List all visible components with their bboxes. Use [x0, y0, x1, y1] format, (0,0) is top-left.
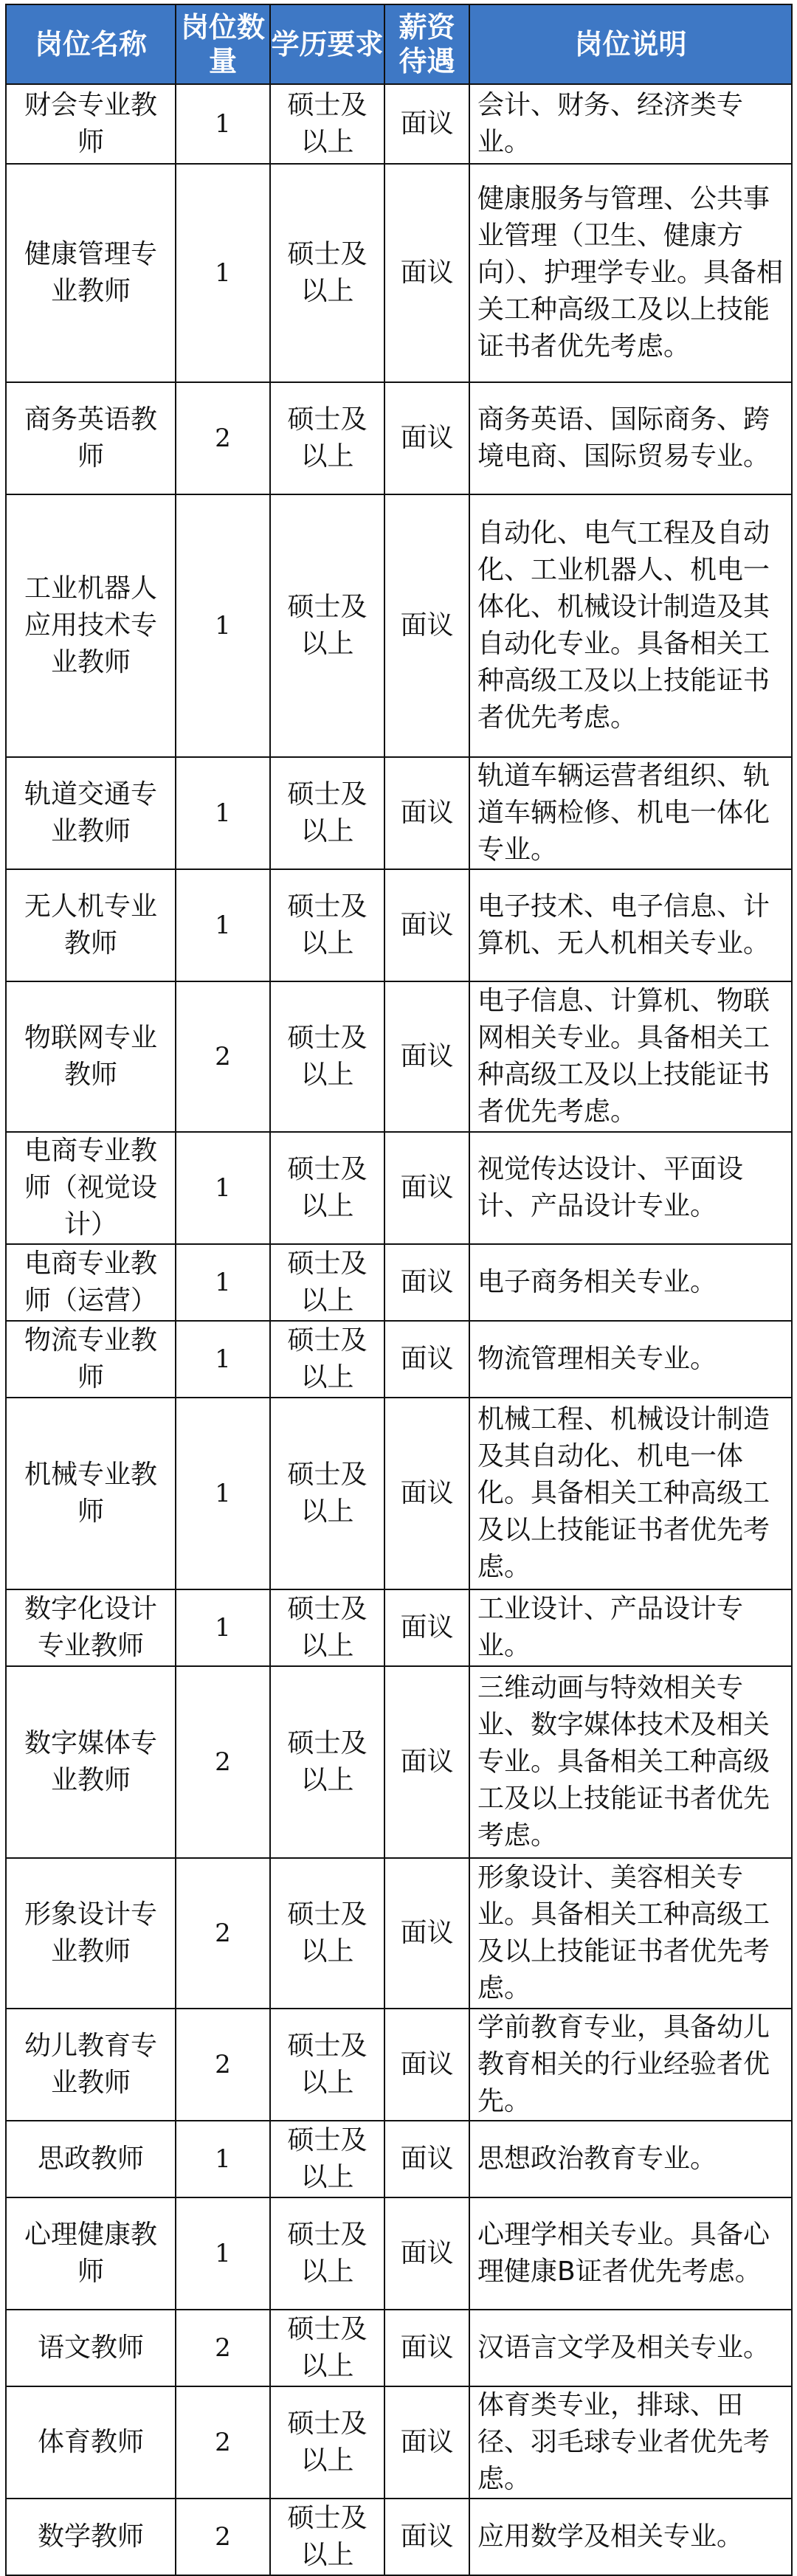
position-name-cell: 机械专业教师	[6, 1398, 176, 1589]
position-name-cell: 电商专业教师（运营）	[6, 1244, 176, 1321]
education-cell: 硕士及以上	[270, 1589, 384, 1666]
position-count-cell: 1	[176, 494, 270, 757]
description-cell: 体育类专业，排球、田径、羽毛球专业者优先考虑。	[469, 2386, 792, 2499]
education-cell: 硕士及以上	[270, 869, 384, 981]
header-description: 岗位说明	[469, 4, 792, 84]
education-cell: 硕士及以上	[270, 2009, 384, 2121]
position-name-cell: 电商专业教师（视觉设计）	[6, 1132, 176, 1244]
education-cell: 硕士及以上	[270, 2121, 384, 2197]
position-count-cell: 2	[176, 981, 270, 1132]
table-row	[6, 869, 792, 981]
salary-cell: 面议	[384, 2386, 469, 2499]
description-cell: 应用数学及相关专业。	[469, 2499, 792, 2575]
description-cell: 思想政治教育专业。	[469, 2121, 792, 2197]
position-name-cell: 形象设计专业教师	[6, 1858, 176, 2009]
position-name-cell: 商务英语教师	[6, 382, 176, 494]
education-cell: 硕士及以上	[270, 164, 384, 382]
table-row	[6, 84, 792, 164]
position-name-cell: 思政教师	[6, 2121, 176, 2197]
salary-cell: 面议	[384, 2310, 469, 2386]
table-row	[6, 1398, 792, 1589]
position-name-cell: 工业机器人应用技术专业教师	[6, 494, 176, 757]
position-name-cell: 物联网专业教师	[6, 981, 176, 1132]
job-positions-table	[5, 4, 793, 2576]
description-cell: 视觉传达设计、平面设计、产品设计专业。	[469, 1132, 792, 1244]
table-row	[6, 2499, 792, 2575]
description-cell: 电子技术、电子信息、计算机、无人机相关专业。	[469, 869, 792, 981]
table-row	[6, 981, 792, 1132]
table-row	[6, 2310, 792, 2386]
education-cell: 硕士及以上	[270, 1244, 384, 1321]
description-cell: 机械工程、机械设计制造及其自动化、机电一体化。具备相关工种高级工及以上技能证书者优先考虑。	[469, 1398, 792, 1589]
table-row	[6, 1244, 792, 1321]
salary-cell: 面议	[384, 494, 469, 757]
position-name-cell: 财会专业教师	[6, 84, 176, 164]
position-count-cell: 1	[176, 84, 270, 164]
table-row	[6, 2197, 792, 2310]
description-cell: 会计、财务、经济类专业。	[469, 84, 792, 164]
header-salary: 薪资待遇	[384, 4, 469, 84]
position-count-cell: 1	[176, 1589, 270, 1666]
salary-cell: 面议	[384, 164, 469, 382]
description-cell: 健康服务与管理、公共事业管理（卫生、健康方向）、护理学专业。具备相关工种高级工及以上技能证书者优先考虑。	[469, 164, 792, 382]
description-cell: 商务英语、国际商务、跨境电商、国际贸易专业。	[469, 382, 792, 494]
salary-cell: 面议	[384, 2009, 469, 2121]
education-cell: 硕士及以上	[270, 84, 384, 164]
position-name-cell: 健康管理专业教师	[6, 164, 176, 382]
table-row	[6, 1666, 792, 1858]
table-row	[6, 2121, 792, 2197]
salary-cell: 面议	[384, 1132, 469, 1244]
education-cell: 硕士及以上	[270, 2386, 384, 2499]
description-cell: 形象设计、美容相关专业。具备相关工种高级工及以上技能证书者优先考虑。	[469, 1858, 792, 2009]
position-name-cell: 心理健康教师	[6, 2197, 176, 2310]
header-count: 岗位数量	[176, 4, 270, 84]
table-row	[6, 1858, 792, 2009]
table-header-row	[6, 4, 792, 84]
position-name-cell: 数字媒体专业教师	[6, 1666, 176, 1858]
description-cell: 电子商务相关专业。	[469, 1244, 792, 1321]
description-cell: 工业设计、产品设计专业。	[469, 1589, 792, 1666]
description-cell: 自动化、电气工程及自动化、工业机器人、机电一体化、机械设计制造及其自动化专业。具备相关工种高级工及以上技能证书者优先考虑。	[469, 494, 792, 757]
position-count-cell: 2	[176, 382, 270, 494]
salary-cell: 面议	[384, 2197, 469, 2310]
position-count-cell: 1	[176, 1321, 270, 1398]
header-education: 学历要求	[270, 4, 384, 84]
description-cell: 物流管理相关专业。	[469, 1321, 792, 1398]
salary-cell: 面议	[384, 981, 469, 1132]
description-cell: 学前教育专业，具备幼儿教育相关的行业经验者优先。	[469, 2009, 792, 2121]
salary-cell: 面议	[384, 1666, 469, 1858]
position-count-cell: 1	[176, 757, 270, 869]
salary-cell: 面议	[384, 869, 469, 981]
education-cell: 硕士及以上	[270, 1858, 384, 2009]
position-name-cell: 无人机专业教师	[6, 869, 176, 981]
position-count-cell: 1	[176, 1398, 270, 1589]
table-row	[6, 2386, 792, 2499]
education-cell: 硕士及以上	[270, 757, 384, 869]
description-cell: 汉语言文学及相关专业。	[469, 2310, 792, 2386]
position-name-cell: 语文教师	[6, 2310, 176, 2386]
table-row	[6, 1321, 792, 1398]
education-cell: 硕士及以上	[270, 1132, 384, 1244]
position-count-cell: 1	[176, 1244, 270, 1321]
position-count-cell: 2	[176, 2009, 270, 2121]
position-count-cell: 2	[176, 2386, 270, 2499]
salary-cell: 面议	[384, 757, 469, 869]
salary-cell: 面议	[384, 2499, 469, 2575]
education-cell: 硕士及以上	[270, 494, 384, 757]
table-row	[6, 382, 792, 494]
position-name-cell: 物流专业教师	[6, 1321, 176, 1398]
position-count-cell: 1	[176, 869, 270, 981]
position-count-cell: 1	[176, 2121, 270, 2197]
header-name: 岗位名称	[6, 4, 176, 84]
salary-cell: 面议	[384, 1244, 469, 1321]
table-row	[6, 1132, 792, 1244]
table-row	[6, 757, 792, 869]
education-cell: 硕士及以上	[270, 382, 384, 494]
position-count-cell: 2	[176, 1666, 270, 1858]
salary-cell: 面议	[384, 84, 469, 164]
description-cell: 三维动画与特效相关专业、数字媒体技术及相关专业。具备相关工种高级工及以上技能证书者优先考虑。	[469, 1666, 792, 1858]
education-cell: 硕士及以上	[270, 2310, 384, 2386]
description-cell: 轨道车辆运营者组织、轨道车辆检修、机电一体化专业。	[469, 757, 792, 869]
salary-cell: 面议	[384, 2121, 469, 2197]
position-count-cell: 1	[176, 1132, 270, 1244]
salary-cell: 面议	[384, 1858, 469, 2009]
position-name-cell: 幼儿教育专业教师	[6, 2009, 176, 2121]
table-row	[6, 164, 792, 382]
description-cell: 心理学相关专业。具备心理健康B证者优先考虑。	[469, 2197, 792, 2310]
description-cell: 电子信息、计算机、物联网相关专业。具备相关工种高级工及以上技能证书者优先考虑。	[469, 981, 792, 1132]
position-count-cell: 1	[176, 164, 270, 382]
education-cell: 硕士及以上	[270, 2197, 384, 2310]
position-count-cell: 1	[176, 2197, 270, 2310]
salary-cell: 面议	[384, 1589, 469, 1666]
position-name-cell: 体育教师	[6, 2386, 176, 2499]
position-name-cell: 轨道交通专业教师	[6, 757, 176, 869]
education-cell: 硕士及以上	[270, 1321, 384, 1398]
table-row	[6, 2009, 792, 2121]
table-row	[6, 1589, 792, 1666]
position-count-cell: 2	[176, 2499, 270, 2575]
position-count-cell: 2	[176, 1858, 270, 2009]
position-name-cell: 数字化设计专业教师	[6, 1589, 176, 1666]
education-cell: 硕士及以上	[270, 1398, 384, 1589]
salary-cell: 面议	[384, 1321, 469, 1398]
position-name-cell: 数学教师	[6, 2499, 176, 2575]
education-cell: 硕士及以上	[270, 1666, 384, 1858]
salary-cell: 面议	[384, 382, 469, 494]
salary-cell: 面议	[384, 1398, 469, 1589]
position-count-cell: 2	[176, 2310, 270, 2386]
education-cell: 硕士及以上	[270, 981, 384, 1132]
education-cell: 硕士及以上	[270, 2499, 384, 2575]
table-row	[6, 494, 792, 757]
table-body	[6, 84, 792, 2575]
